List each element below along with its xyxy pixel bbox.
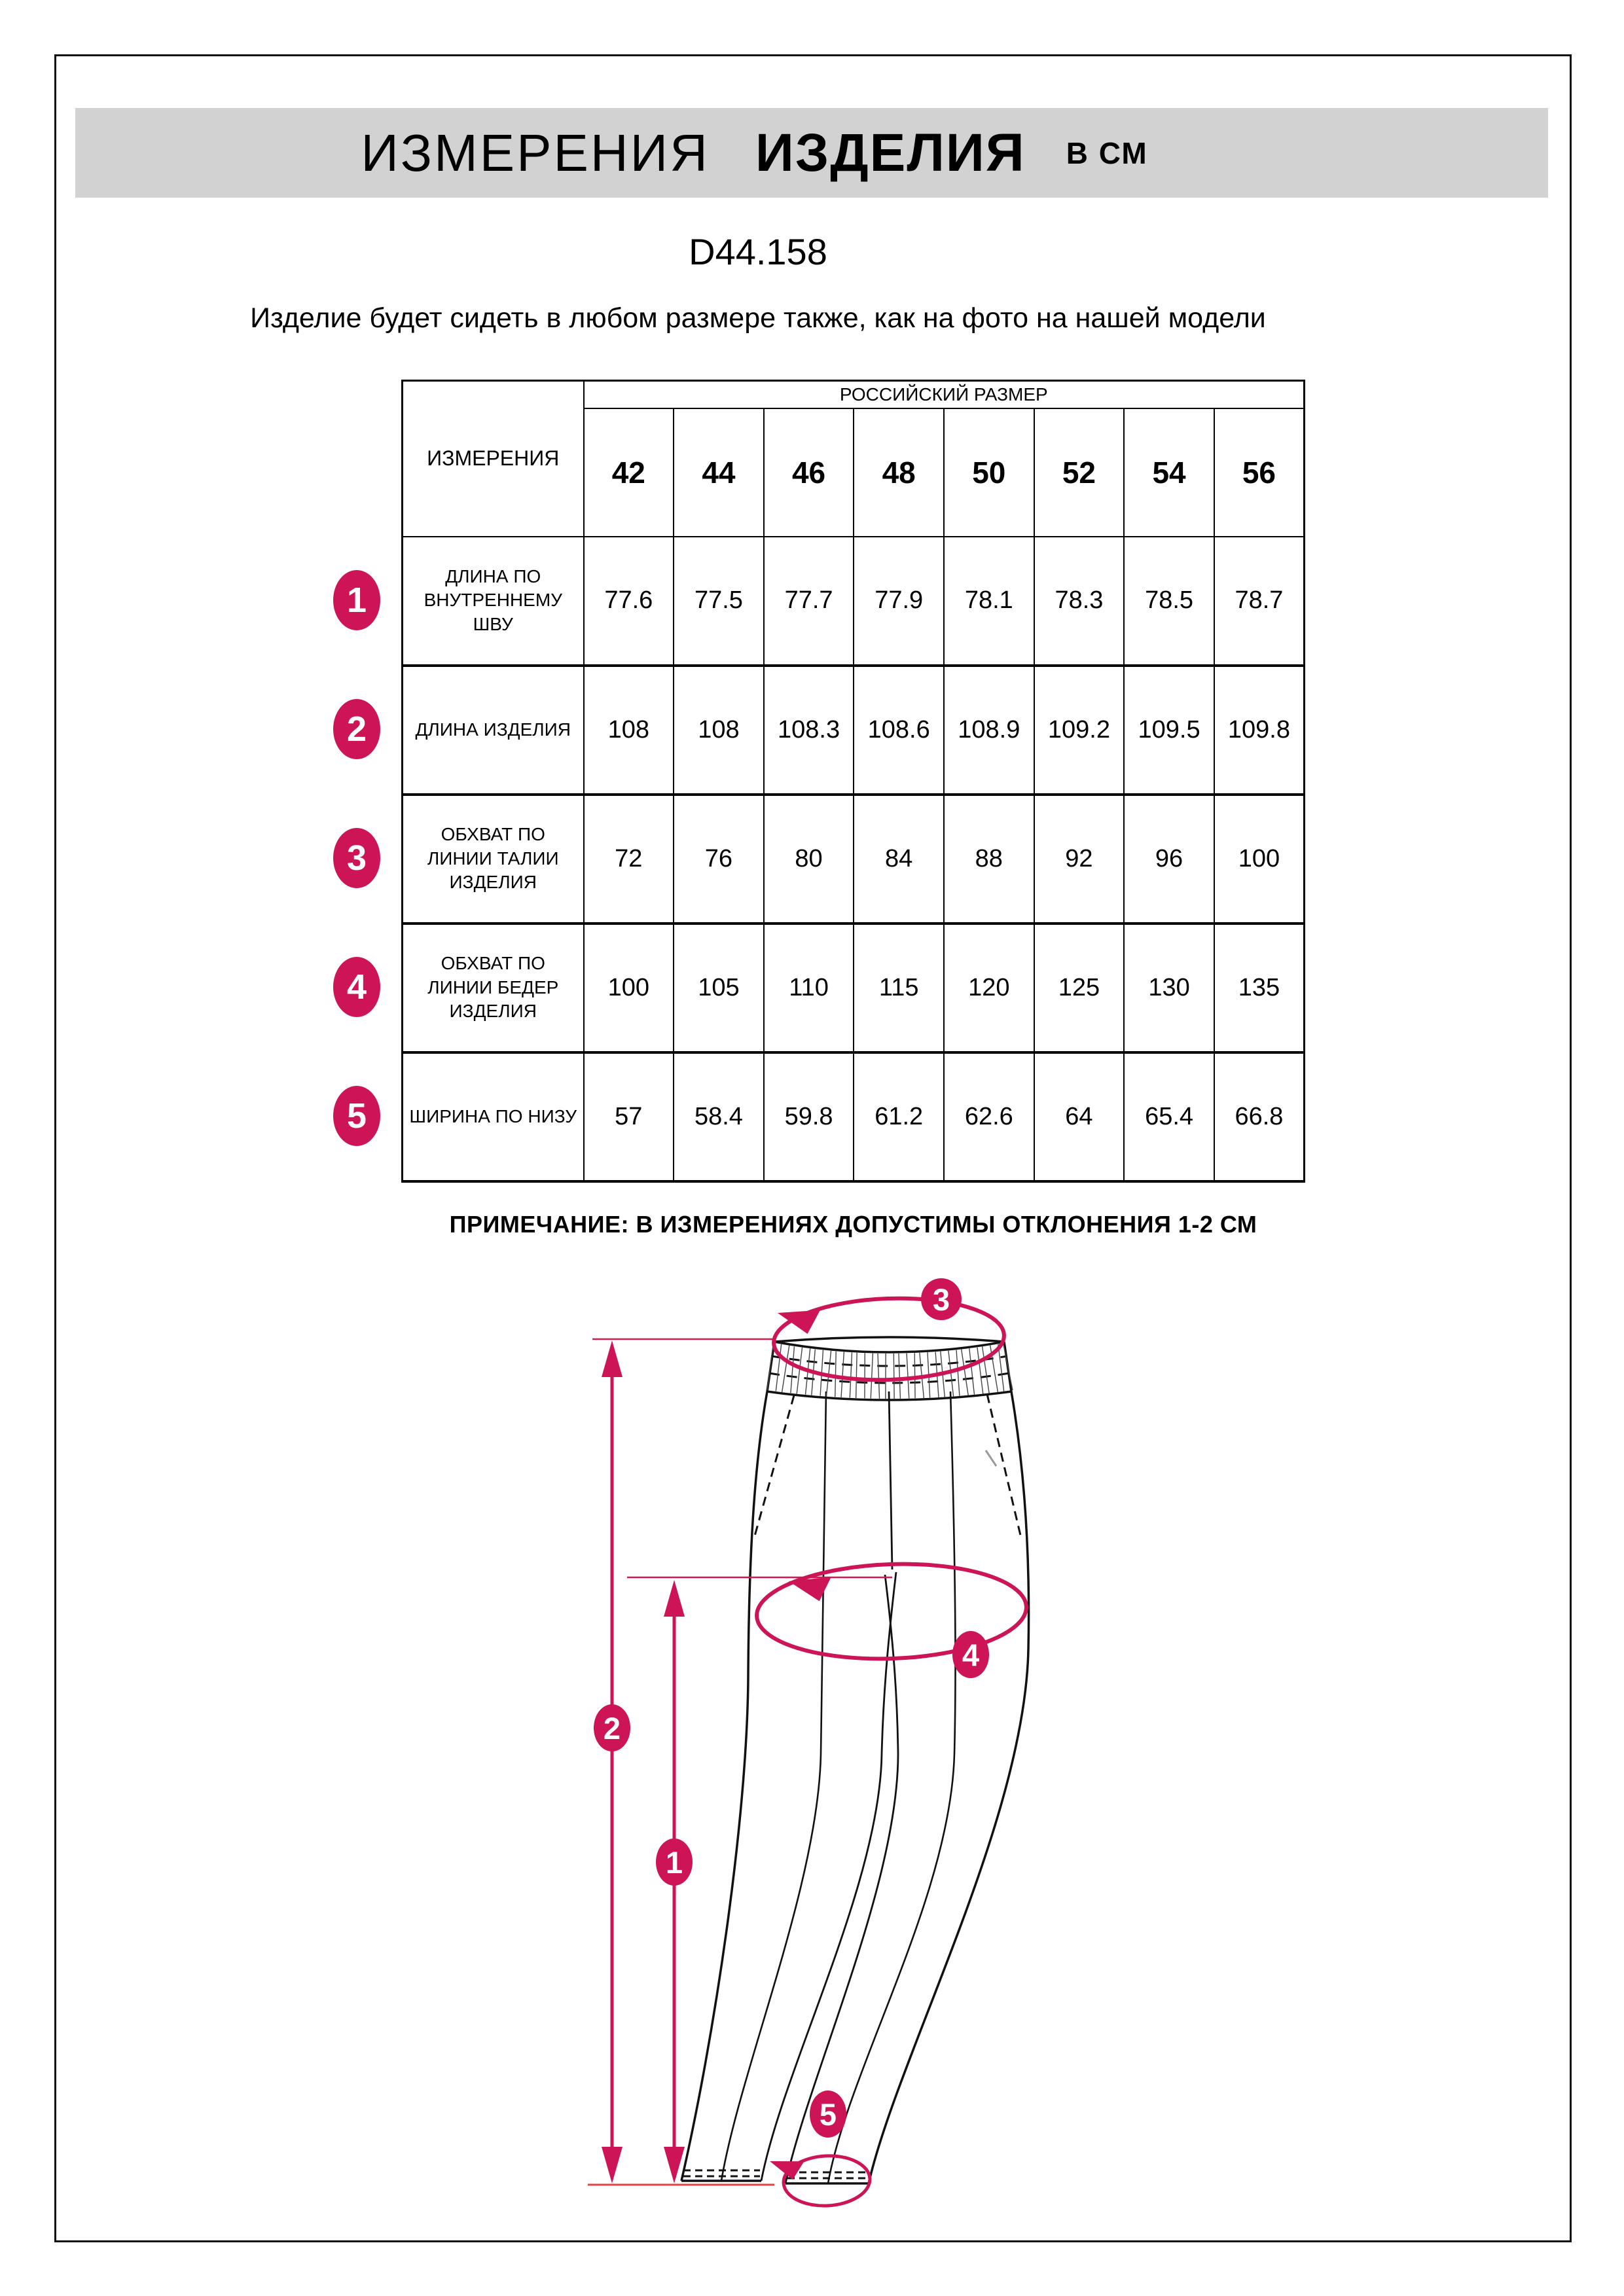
measurement-value: 72 [584, 795, 674, 924]
measurement-label: ОБХВАТ ПО ЛИНИИ БЕДЕР ИЗДЕЛИЯ [403, 924, 584, 1052]
left-crease-line [721, 1391, 826, 2181]
callout-badge-3 [921, 1278, 962, 1320]
measurement-value: 77.9 [854, 537, 944, 666]
measurement-overlays [588, 1278, 1028, 2208]
waistband-rib-line [791, 1346, 795, 1393]
measurement-value: 64 [1034, 1052, 1125, 1181]
left-hem-stitching [683, 2170, 760, 2176]
size-column-header: 50 [944, 408, 1034, 537]
measurement-value: 115 [854, 924, 944, 1052]
measurement-value: 66.8 [1214, 1052, 1305, 1181]
waistband-rib-line [956, 1350, 960, 1396]
callout-badge-1 [656, 1839, 693, 1886]
measurement-value: 78.5 [1124, 537, 1214, 666]
size-column-header: 48 [854, 408, 944, 537]
measurement-value: 77.5 [674, 537, 764, 666]
title-measurements: ИЗМЕРЕНИЯ [361, 123, 710, 182]
dim-line-outer-length [602, 1340, 623, 2183]
measurement-value: 109.2 [1034, 666, 1125, 795]
callout-badge-5 [810, 2090, 846, 2138]
measurement-value: 109.5 [1124, 666, 1214, 795]
measurement-value: 100 [1214, 795, 1305, 924]
measurement-value: 108.9 [944, 666, 1034, 795]
measurement-value: 62.6 [944, 1052, 1034, 1181]
measurement-value: 78.7 [1214, 537, 1305, 666]
measurement-value: 100 [584, 924, 674, 1052]
measurement-label: ДЛИНА ПО ВНУТРЕННЕМУ ШВУ [403, 537, 584, 666]
pocket-detail-tick [986, 1450, 996, 1466]
waistband-rib-line [907, 1354, 909, 1399]
measurement-value: 57 [584, 1052, 674, 1181]
measurement-value: 61.2 [854, 1052, 944, 1181]
waistband-rib-line [797, 1348, 802, 1394]
measurement-value: 125 [1034, 924, 1125, 1052]
size-column-header: 44 [674, 408, 764, 537]
title-product: ИЗДЕЛИЯ [755, 122, 1026, 183]
measurement-label: ОБХВАТ ПО ЛИНИИ ТАЛИИ ИЗДЕЛИЯ [403, 795, 584, 924]
measurement-value: 65.4 [1124, 1052, 1214, 1181]
row-number-badge: 2 [333, 699, 380, 759]
measurement-value: 108 [674, 666, 764, 795]
size-system-header: РОССИЙСКИЙ РАЗМЕР [584, 381, 1305, 408]
callout-1-number: 1 [665, 1845, 683, 1880]
measurement-value: 92 [1034, 795, 1125, 924]
waistband-rib-line [983, 1346, 990, 1393]
pant-outline [681, 1337, 1029, 2183]
waistband-rib-line [899, 1354, 901, 1399]
row-number-badge: 5 [333, 1086, 380, 1146]
size-column-header: 52 [1034, 408, 1125, 537]
right-hem-stitching [787, 2172, 867, 2178]
waistband-rib-line [841, 1352, 844, 1397]
left-pocket-stitch [754, 1395, 794, 1538]
row-number-badge: 1 [333, 570, 380, 630]
callout-4-number: 4 [962, 1638, 980, 1672]
measurement-value: 120 [944, 924, 1034, 1052]
waistband-rib-line [977, 1348, 983, 1394]
waistband-rib-line [878, 1354, 880, 1399]
measurement-value: 135 [1214, 924, 1305, 1052]
right-outer-seam [869, 1391, 1029, 2183]
waistband-rib-line [856, 1353, 857, 1398]
measurement-value: 108.6 [854, 666, 944, 795]
callout-badge-2 [594, 1704, 630, 1751]
measurement-value: 76 [674, 795, 764, 924]
waistband-rib-line [871, 1354, 873, 1399]
measurement-value: 105 [674, 924, 764, 1052]
left-inseam [761, 1572, 896, 2181]
callout-3-number: 3 [932, 1282, 950, 1317]
center-front-seam [889, 1391, 892, 1570]
row-number-badge: 4 [333, 957, 380, 1017]
tolerance-note: ПРИМЕЧАНИЕ: В ИЗМЕРЕНИЯХ ДОПУСТИМЫ ОТКЛОНЕНИЯ 1-2 СМ [449, 1211, 1257, 1238]
measurement-label: ШИРИНА ПО НИЗУ [403, 1052, 584, 1181]
waistband-rib-line [998, 1344, 1004, 1391]
waistband-top-edge [774, 1337, 1004, 1342]
waistband-rib-line [767, 1343, 774, 1390]
measurement-value: 130 [1124, 924, 1214, 1052]
waistband-rib-line [850, 1352, 852, 1397]
measurement-value: 80 [764, 795, 854, 924]
size-column-header: 42 [584, 408, 674, 537]
waistband-rib-line [835, 1352, 837, 1397]
waistband-rib-line [1003, 1343, 1013, 1390]
measurement-value: 58.4 [674, 1052, 764, 1181]
product-code: D44.158 [689, 231, 827, 272]
callout-5-number: 5 [819, 2097, 837, 2132]
size-column-header: 56 [1214, 408, 1305, 537]
measurement-value: 109.8 [1214, 666, 1305, 795]
measurement-value: 59.8 [764, 1052, 854, 1181]
left-outer-seam [681, 1391, 767, 2181]
size-column-header: 46 [764, 408, 854, 537]
measurement-value: 84 [854, 795, 944, 924]
size-column-header: 54 [1124, 408, 1214, 537]
measurement-value: 78.1 [944, 537, 1034, 666]
measurement-value: 110 [764, 924, 854, 1052]
measurement-value: 108.3 [764, 666, 854, 795]
measurement-value: 88 [944, 795, 1034, 924]
measurement-value: 108 [584, 666, 674, 795]
measurement-value: 78.3 [1034, 537, 1125, 666]
hem-girth-ellipse [767, 2151, 871, 2208]
waistband-rib-line [969, 1348, 975, 1394]
callout-badge-4 [952, 1631, 989, 1678]
waistband-rib-line [782, 1346, 789, 1392]
measurement-value: 77.7 [764, 537, 854, 666]
waistband-rib-line [893, 1354, 894, 1399]
waistband-rib-line [962, 1350, 969, 1395]
fit-subtitle: Изделие будет сидеть в любом размере также, как на фото на нашей модели [250, 302, 1266, 334]
measurement-value: 77.6 [584, 537, 674, 666]
measurement-label: ДЛИНА ИЗДЕЛИЯ [403, 666, 584, 795]
callout-2-number: 2 [603, 1711, 621, 1746]
title-unit: В СМ [1066, 135, 1148, 170]
row-number-badge: 3 [333, 828, 380, 888]
corner-cell: ИЗМЕРЕНИЯ [403, 381, 584, 537]
waistband-rib-line [914, 1353, 915, 1398]
measurement-value: 96 [1124, 795, 1214, 924]
